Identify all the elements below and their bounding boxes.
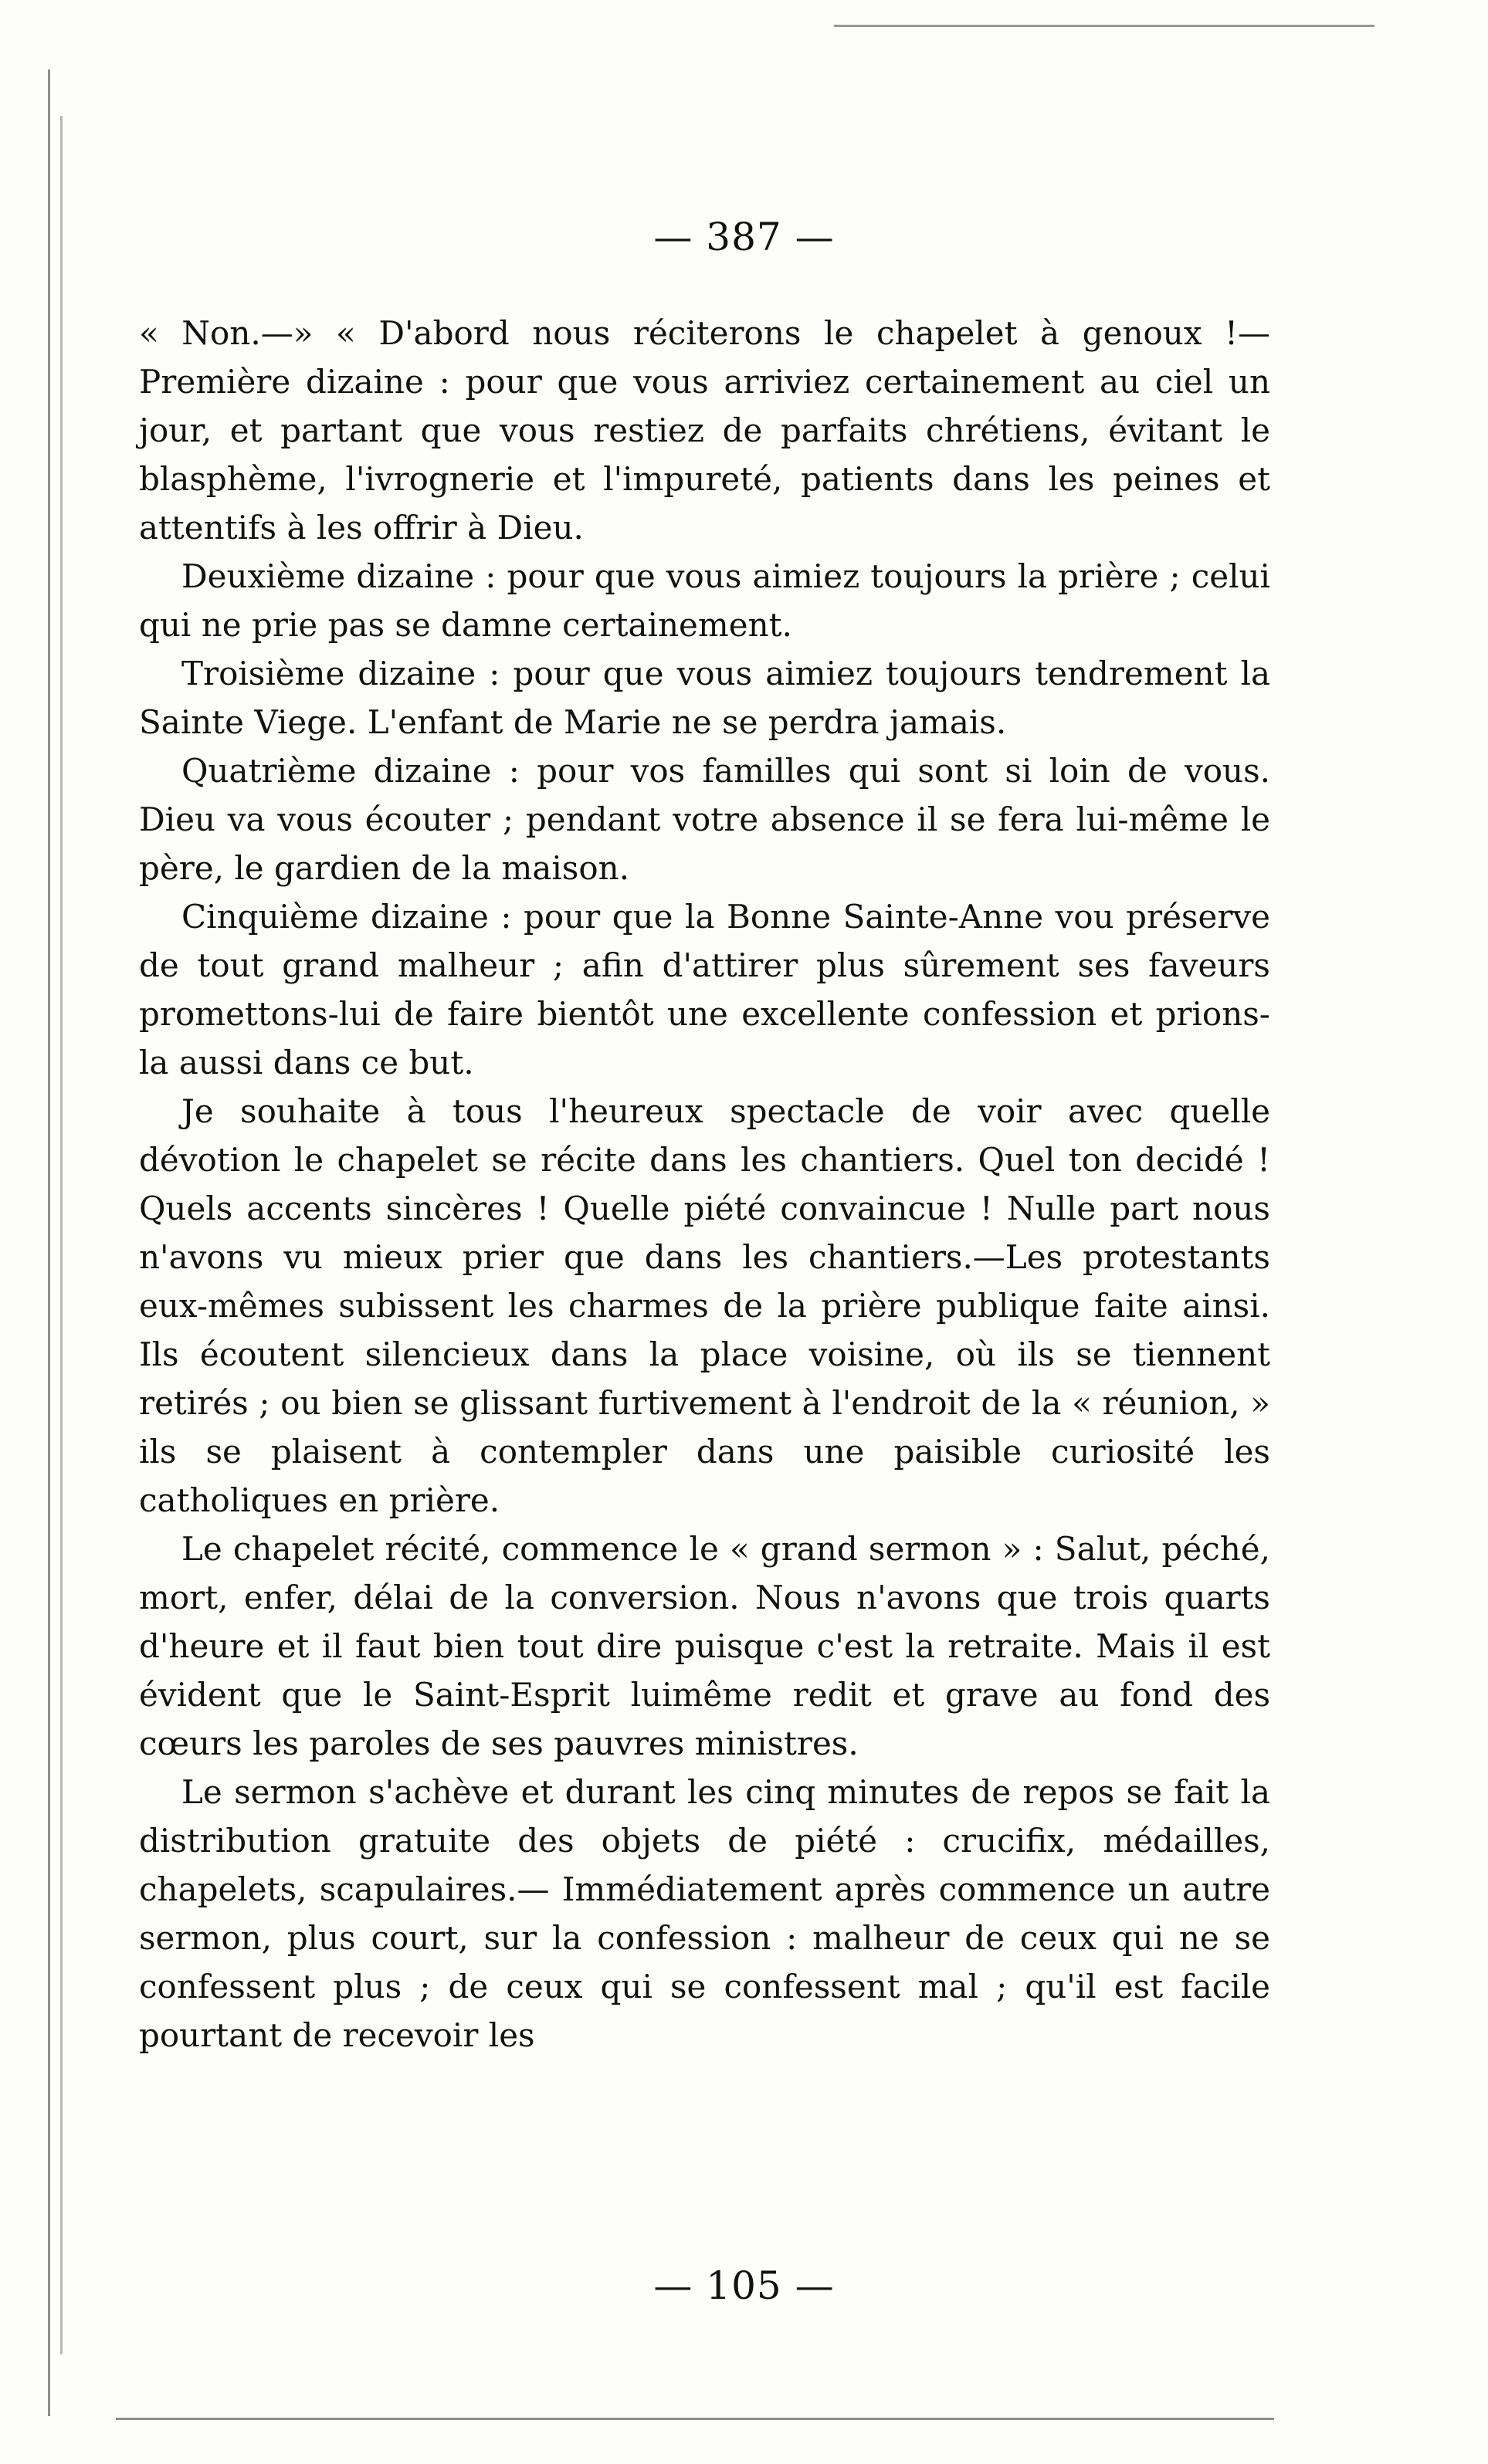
paragraph: Cinquième dizaine : pour que la Bonne Sainte-Anne vou préserve de tout grand malheur ; afin d'attirer plus sûrement ses faveurs promettons-lui de faire bientôt une excellente confession et prions-la aussi dans ce but. <box>139 898 1270 1081</box>
paragraph: Le chapelet récité, commence le « grand sermon » : Salut, péché, mort, enfer, délai de la conversion. Nous n'avons que trois quarts d'heure et il faut bien tout dire puisque c'est la retraite. Mais il est évident que le Saint-Esprit luimême redit et grave au fond des cœurs les paroles de ses pauvres ministres. <box>139 1530 1270 1762</box>
paragraph: Je souhaite à tous l'heureux spectacle de voir avec quelle dévotion le chapelet se récite dans les chantiers. Quel ton decidé ! Quels accents sincères ! Quelle piété convaincue ! Nulle part nous n'avons vu mieux prier que dans les chantiers.—Les protestants eux-mêmes subissent les charmes de la prière publique faite ainsi. Ils écoutent silencieux dans la place voisine, où ils se tiennent retirés ; ou bien se glissant furtivement à l'endroit de la « réunion, » ils se plaisent à contempler dans une paisible curiosité les catholiques en prière. <box>139 1092 1270 1519</box>
bottom-border-line <box>116 2418 1274 2420</box>
binding-edge-line-inner <box>60 116 63 2354</box>
binding-edge-line <box>48 69 50 2416</box>
top-border-line <box>834 25 1374 27</box>
page-number-header: — 387 — <box>653 215 835 259</box>
paragraph: Le sermon s'achève et durant les cinq minutes de repos se fait la distribution gratuite des objets de piété : crucifix, médailles, chapelets, scapulaires.— Immédiatement après commence un autre sermon, plus court, sur la confession : malheur de ceux qui ne se confessent plus ; de ceux qui se confessent mal ; qu'il est facile pourtant de recevoir les <box>139 1773 1270 2054</box>
paragraph: « Non.—» « D'abord nous réciterons le chapelet à genoux !— Première dizaine : pour que vous arriviez certainement au ciel un jour, et partant que vous restiez de parfaits chrétiens, évitant le blasphème, l'ivrognerie et l'impureté, patients dans les peines et attentifs à les offrir à Dieu. <box>139 314 1270 547</box>
body-text <box>139 309 1270 2060</box>
paragraph: Troisième dizaine : pour que vous aimiez toujours tendrement la Sainte Viege. L'enfant de Marie ne se perdra jamais. <box>139 655 1270 741</box>
paragraph: Quatrième dizaine : pour vos familles qui sont si loin de vous. Dieu va vous écouter ; pendant votre absence il se fera lui-même le père, le gardien de la maison. <box>139 752 1270 887</box>
page-number-footer: — 105 — <box>653 2263 835 2308</box>
paragraph: Deuxième dizaine : pour que vous aimiez toujours la prière ; celui qui ne prie pas se damne certainement. <box>139 557 1270 644</box>
